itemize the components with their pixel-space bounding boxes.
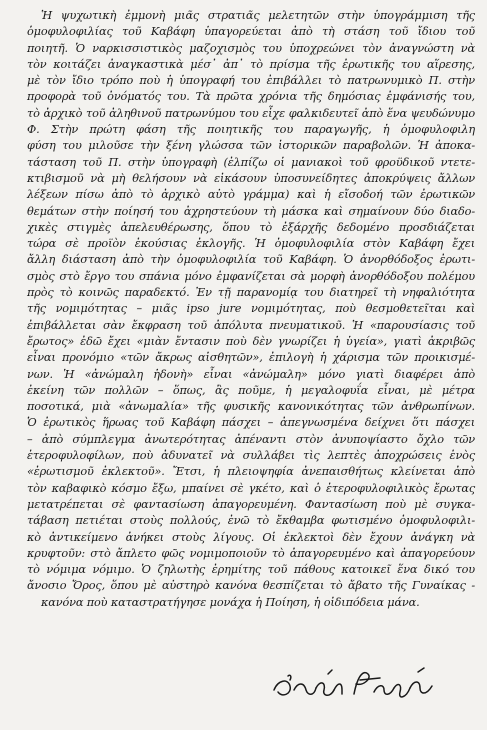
text-line: ἐκείνη τῶν πολλῶν – ὅπως, ἂς ποῦμε, ἡ μεγαλοφυΐα εἶναι, μὲ μέτρα (27, 383, 475, 397)
text-line: ἄλλη διάσταση ἀπὸ τὴν ὁμοφυλοφιλία τοῦ Καβάφη. Ὁ ἀνορθόδοξος ἐρωτι- (27, 253, 475, 267)
text-line: κρυφτοῦν: στὸ ἄπλετο φῶς νομιμοποιοῦν τὸ ἀπαγορευμένο καὶ ἀπαγορεύουν (27, 546, 475, 560)
text-line: Ἡ ψυχωτικὴ ἐμμονὴ μιᾶς στρατιᾶς μελετητῶν στὴν ὑπογράμμιση τῆς (41, 9, 475, 22)
text-line: τάβαση πετιέται στοὺς πολλούς, ἐνῶ τὸ ἔκθαμβα φωτισμένο ὁμοφυλοφιλι- (27, 514, 475, 528)
text-line: κτιβισμοῦ νὰ μὴ θελήσουν νὰ εἰκάσουν ὑποσυνείδητες ἀποκρύψεις ἄλλων (27, 171, 475, 185)
text-line: τὸν κοιτάζει ἀναγκαστικὰ μέσ᾽ ἀπ᾽ τὸ πρίσμα τῆς ἐρωτικῆς του αἵρεσης, (27, 57, 475, 71)
text-line: φύση του μιλοῦσε τὴν ξένη γλώσσα τῶν ἱστορικῶν παραβολῶν. Ἡ ἀποκα- (27, 139, 475, 153)
text-line: λέξεων πίσω ἀπὸ τὸ ἀρχικὸ αὐτὸ γράμμα) καὶ ἡ εἴσοδοή τῶν ἐρωτικῶν (27, 188, 475, 202)
text-line: νων. Ἡ «ἀνώμαλη ἡδονὴ» εἶναι «ἀνώμαλη» μόνο γιατὶ διαφέρει ἀπὸ (27, 367, 475, 381)
text-line: κανόνα ποὺ καταστρατήγησε μονάχα ἡ Ποίηση, ἡ οἰδιπόδεια μάνα. (41, 595, 420, 609)
text-line: τώρα σὲ προϊὸν ἑκούσιας ἐκλογῆς. Ἡ ὁμοφυλοφιλία στὸν Καβάφη ἔχει (27, 237, 475, 251)
text-line: προφορὰ τοῦ ὀνόματός του. Τὰ πρῶτα χρόνια τῆς δημόσιας ἐμφάνισής του, (27, 90, 475, 104)
text-line: θεμάτων στὴν ποίησή του ἀχρηστεύουν τὴ μάσκα καὶ σημαίνουν δύο διαδο- (27, 204, 475, 218)
text-line: ἐπιβάλλεται σὰν ἔκφραση τοῦ ἀπόλυτα πνευματικοῦ. Ἡ «παρουσίασις τοῦ (27, 318, 475, 332)
text-line: μετατρέπεται σὲ φαντασίωση ἀπαγορευμένη. Φαντασίωση ποὺ μὲ συγκα- (27, 497, 475, 511)
text-line: μὲ τὸν ἴδιο τρόπο ποὺ ἡ ὑπογραφή του ἐπιβάλλει τὸ πατρωνυμικὸ Π. στὴν (27, 74, 475, 88)
text-line: εἶναι προνόμιο «τῶν ἄκρως αἰσθητῶν», ἐπιλογὴ ἡ χάρισμα τῶν προικισμέ- (27, 351, 475, 365)
essay-paragraph (27, 8, 475, 611)
text-line: πρὸς τὸ κοινῶς παραδεκτό. Ἐν τῇ παρανομίᾳ του διατηρεῖ τὴ νηφαλιότητα (27, 286, 475, 300)
text-line: τὸν καβαφικὸ κόσμο ἔξω, μπαίνει σὲ γκέτο, καὶ ὁ ἑτεροφυλοφιλικὸς ἔρωτας (27, 481, 475, 495)
text-line: «ἐρωτισμοῦ ἐκλεκτοῦ». Ἔτσι, ἡ πλειοψηφία ἀνεπαισθήτως κλείνεται ἀπὸ (27, 465, 475, 479)
text-line: σμὸς στὸ ἔργο του σπάνια μόνο ἐμφανίζεται σὰ μορφὴ ἀνορθόδοξου πολέμου (27, 269, 475, 283)
text-line: ποιητῆ. Ὁ ναρκισσιστικὸς μαζοχισμὸς του ὑποχρεώνει τὸν ἀναγνώστη νὰ (27, 41, 475, 55)
text-line: ἄνοσιο Ὄρος, ὅπου μὲ αὐστηρὸ κανόνα θεσπίζεται τὸ ἄβατο τῆς Γυναίκας - (27, 579, 475, 593)
text-line: χικὲς στιγμὲς ἀπελευθέρωσης, ὅπου τὸ ἐξάρχῆς δεδομένο προσδιάζεται (27, 220, 475, 234)
text-line: Ὁ ἐρωτικὸς ἥρωας τοῦ Καβάφη πάσχει – ἀπεγνωσμένα δείχνει ὅτι πάσχει (27, 416, 475, 430)
text-line: τῆς νομιμότητας – μιᾶς ipso jure νομιμότητας, ποὺ θεσμοθετεῖται καὶ (27, 302, 475, 316)
text-line: τὸ νόμιμα νόμιμο. Ὁ ζηλωτὴς ἐρημίτης τοῦ πάθους κατοικεῖ ἕνα δικό του (27, 563, 475, 577)
text-line: τάσταση τοῦ Π. στὴν ὑπογραφὴ (ἐλπίζω οἱ μανιακοὶ τοῦ φροϋδικοῦ ντετε- (27, 155, 475, 169)
text-line: ποσοτικά, μιὰ «ἀνωμαλία» τῆς φυσικῆς κανονικότητας τῶν ἀνθρωπίνων. (27, 400, 475, 414)
text-line: τὸ ἀρχικὸ τοῦ ἀληθινοῦ πατρωνύμου του εἶχε φαλκιδευτεῖ ἀπὸ ἕνα ψευδώνυμο (27, 106, 475, 120)
handwritten-signature (268, 664, 440, 708)
text-line: ἑτεροφυλοφίλων, ποὺ ἀδυνατεῖ νὰ συλλάβει τὶς λεπτὲς ἀποχρώσεις ἑνὸς (27, 449, 475, 463)
text-line: κὸ ἀντικείμενο ἀνήκει στοὺς λίγους. Οἱ ἐκλεκτοὶ δὲν ἔχουν ἀνάγκη νὰ (27, 530, 475, 544)
text-line: ὁμοφυλοφιλίας τοῦ Καβάφη ὑπαγορεύεται ἀπὸ τὴ στάση τοῦ ἴδιου τοῦ (27, 25, 475, 39)
text-line: ἔρωτος» ἐδῶ ἔχει «μιὰν ἔντασιν ποὺ δὲν γνωρίζει ἡ ὑγεία», γιατὶ ἀκριβῶς (27, 334, 475, 348)
text-line: – ἀπὸ σύμπλεγμα ἀνωτερότητας ἀπέναντι στὸν ἀνυποψίαστο ὄχλο τῶν (27, 432, 475, 446)
text-line: Φ. Στὴν πρώτη φάση τῆς ποιητικῆς του παραγωγῆς, ἡ ὁμοφυλοφιλη (27, 123, 475, 137)
